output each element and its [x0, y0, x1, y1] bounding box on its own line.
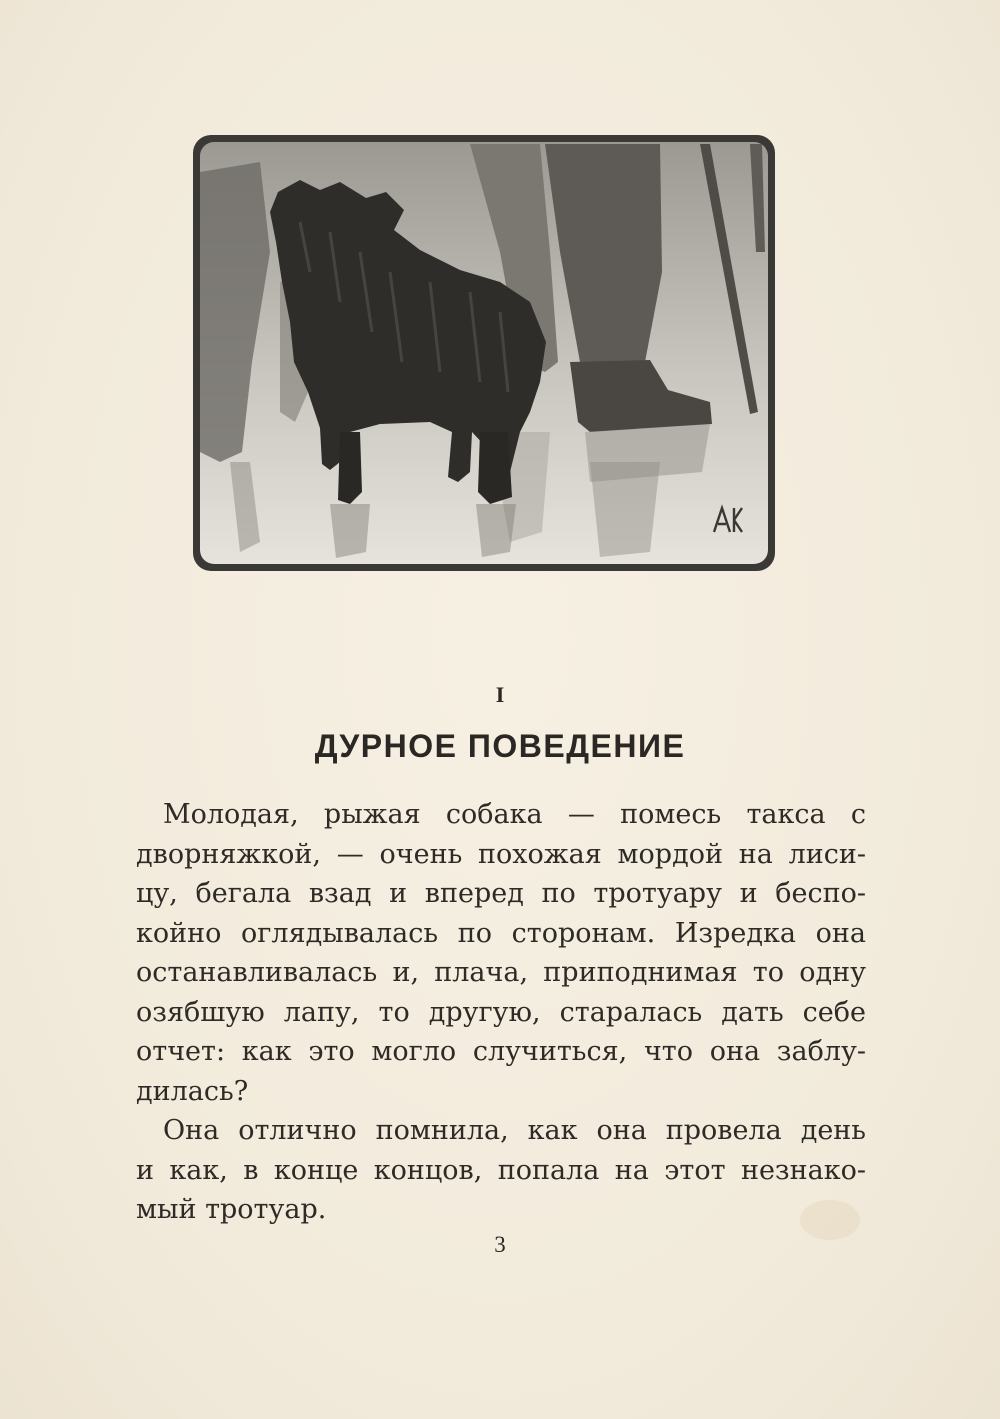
text-line: дворняжкой, — очень похожая мордой на лиси-: [136, 838, 866, 870]
text-line: останавливалась и, плача, приподнимая то одну: [136, 957, 866, 988]
paragraph-2: [136, 1111, 866, 1230]
text-line: озябшую лапу, то другую, старалась дать себе: [136, 996, 866, 1028]
paper-stain: [800, 1200, 860, 1240]
paragraph-1: [136, 795, 866, 1111]
chapter-title: ДУРНОЕ ПОВЕДЕНИЕ: [314, 728, 686, 764]
text-line: Молодая, рыжая собака — помесь такса с: [163, 799, 866, 830]
text-line: Она отлично помнила, как она провела день: [163, 1115, 866, 1146]
text-line: мый тротуар.: [136, 1194, 327, 1225]
text-line: цу, бегала взад и вперед по тротуару и беспо-: [136, 878, 866, 909]
text-line: дилась?: [136, 1075, 249, 1107]
body-text: [136, 795, 866, 1230]
page-number: 3: [494, 1232, 506, 1257]
chapter-number: I: [495, 682, 505, 707]
text-line: отчет: как это могло случиться, что она заблу-: [136, 1036, 866, 1067]
text-line: койно оглядывалась по сторонам. Изредка она: [136, 917, 866, 949]
text-line: и как, в конце концов, попала на этот незнако-: [136, 1154, 866, 1186]
dog-illustration: [190, 132, 778, 574]
